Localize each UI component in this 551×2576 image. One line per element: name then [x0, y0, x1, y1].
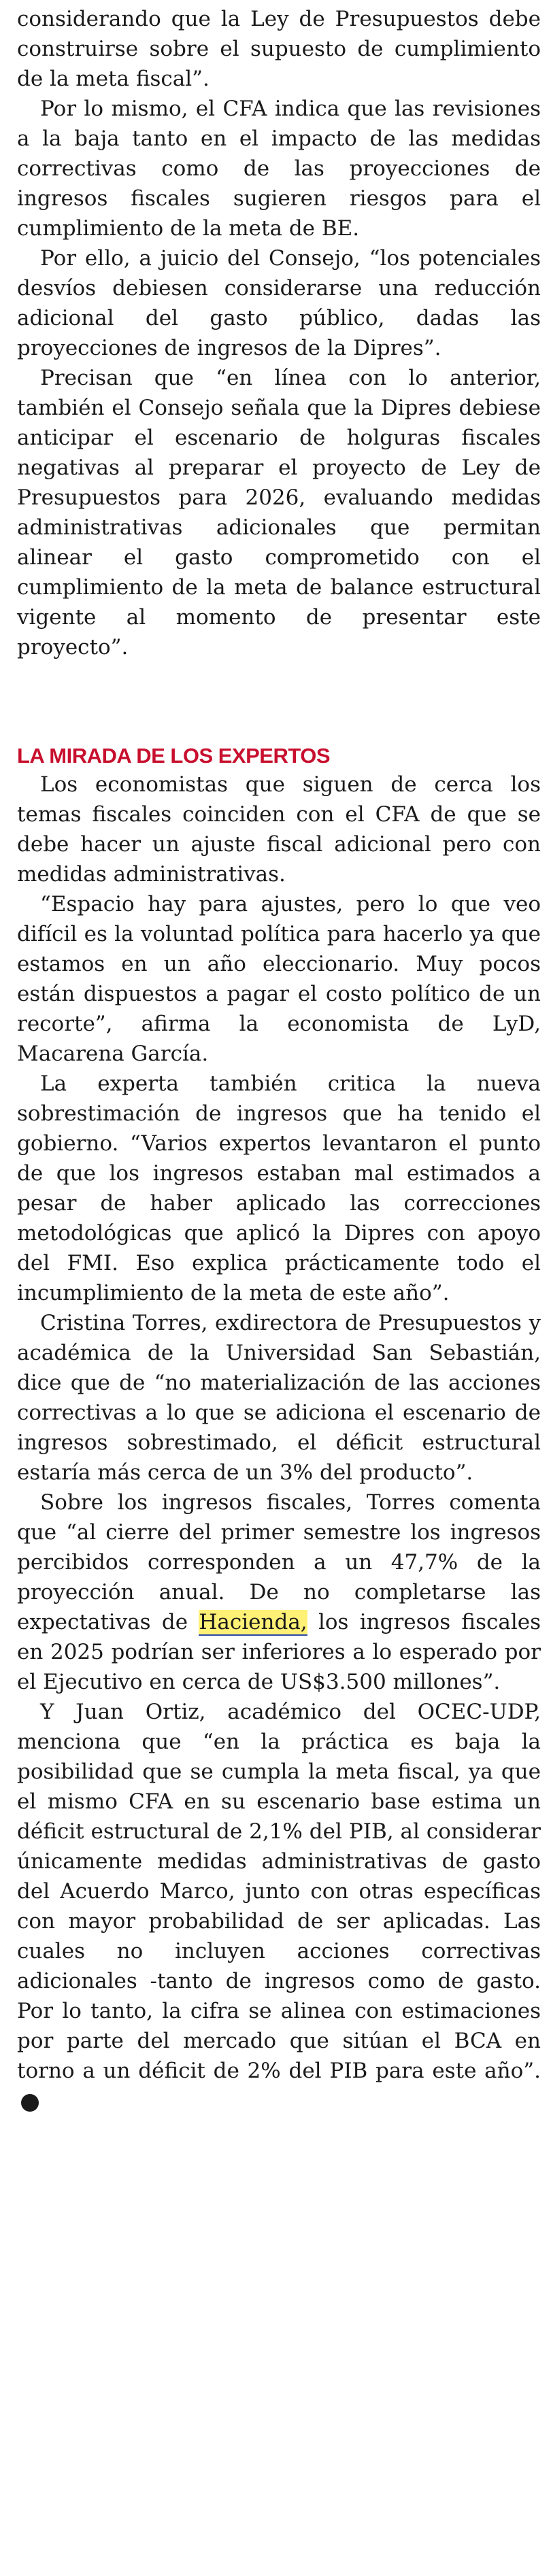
paragraph-text: los ingresos fiscales en 2025 podrían ser inferiores a lo esperado por el Ejecutivo en cerca de US$3.500 millones”.	[17, 1610, 541, 1694]
paragraph-text: Y Juan Ortiz, académico del OCEC-UDP, menciona que “en la práctica es baja la posibilidad que se cumpla la meta fiscal, ya que el mismo CFA en su escenario base estima un déficit estructural de 2,1% del PIB, al considerar únicamente medidas administrativas de gasto del Acuerdo Marco, junto con otras específicas con mayor probabilidad de ser aplicadas. Las cuales no incluyen acciones correctivas adicionales -tanto de ingresos como de gasto. Por lo tanto, la cifra se alinea con estimaciones por parte del mercado que sitúan el BCA en torno a un déficit de 2% del PIB para este año”.	[17, 1700, 541, 2083]
paragraph-text: Sobre los ingresos fiscales, Torres comenta que “al cierre del primer semestre los ingresos percibidos corresponden a un 47,7% de la proyección anual. De no completarse las expectativas de	[17, 1490, 541, 1634]
article-paragraph: Precisan que “en línea con lo anterior, también el Consejo señala que la Dipres debiese anticipar el escenario de holguras fiscales negativas al preparar el proyecto de Ley de Presupuestos para 2026, evaluando medidas administrativas adicionales que permitan alinear el gasto comprometido con el cumplimiento de la meta de balance estructural vigente al momento de presentar este proyecto”.	[17, 366, 541, 659]
end-of-article-icon: D	[21, 2094, 39, 2112]
article-paragraph: Por ello, a juicio del Consejo, “los potenciales desvíos debiesen considerarse una reducción adicional del gasto público, dadas las proyecciones de ingresos de la Dipres”.	[17, 246, 541, 360]
article-top-block	[17, 0, 541, 662]
article-paragraph: considerando que la Ley de Presupuestos debe construirse sobre el supuesto de cumplimiento de la meta fiscal”.	[17, 7, 541, 91]
highlighted-word: Hacienda,	[199, 1610, 307, 1634]
article-paragraph: “Espacio hay para ajustes, pero lo que veo difícil es la voluntad política para hacerlo ya que estamos en un año eleccionario. Muy pocos están dispuestos a pagar el costo político de un recorte”, afirma la economista de LyD, Macarena García.	[17, 892, 541, 1066]
article-paragraph: Cristina Torres, exdirectora de Presupuestos y académica de la Universidad San Sebastián, dice que de “no materialización de las acciones correctivas a lo que se adiciona el escenario de ingresos sobrestimado, el déficit estructural estaría más cerca de un 3% del producto”.	[17, 1311, 541, 1485]
article-paragraph: Por lo mismo, el CFA indica que las revisiones a la baja tanto en el impacto de las medidas correctivas como de las proyecciones de ingresos fiscales sugieren riesgos para el cumplimiento de la meta de BE.	[17, 97, 541, 241]
article-paragraph: Los economistas que siguen de cerca los temas fiscales coinciden con el CFA de que se debe hacer un ajuste fiscal adicional pero con medidas administrativas.	[17, 772, 541, 887]
section-heading: LA MIRADA DE LOS EXPERTOS	[17, 744, 331, 768]
article-paragraph-torres	[17, 1488, 541, 1697]
article-paragraph-final	[17, 1697, 541, 2116]
article-section-block	[17, 770, 541, 2116]
article-column	[17, 0, 541, 2116]
article-paragraph: La experta también critica la nueva sobrestimación de ingresos que ha tenido el gobierno. “Varios expertos levantaron el punto de que los ingresos estaban mal estimados a pesar de haber aplicado las correcciones metodológicas que aplicó la Dipres con apoyo del FMI. Eso explica prácticamente todo el incumplimiento de la meta de este año”.	[17, 1071, 541, 1305]
